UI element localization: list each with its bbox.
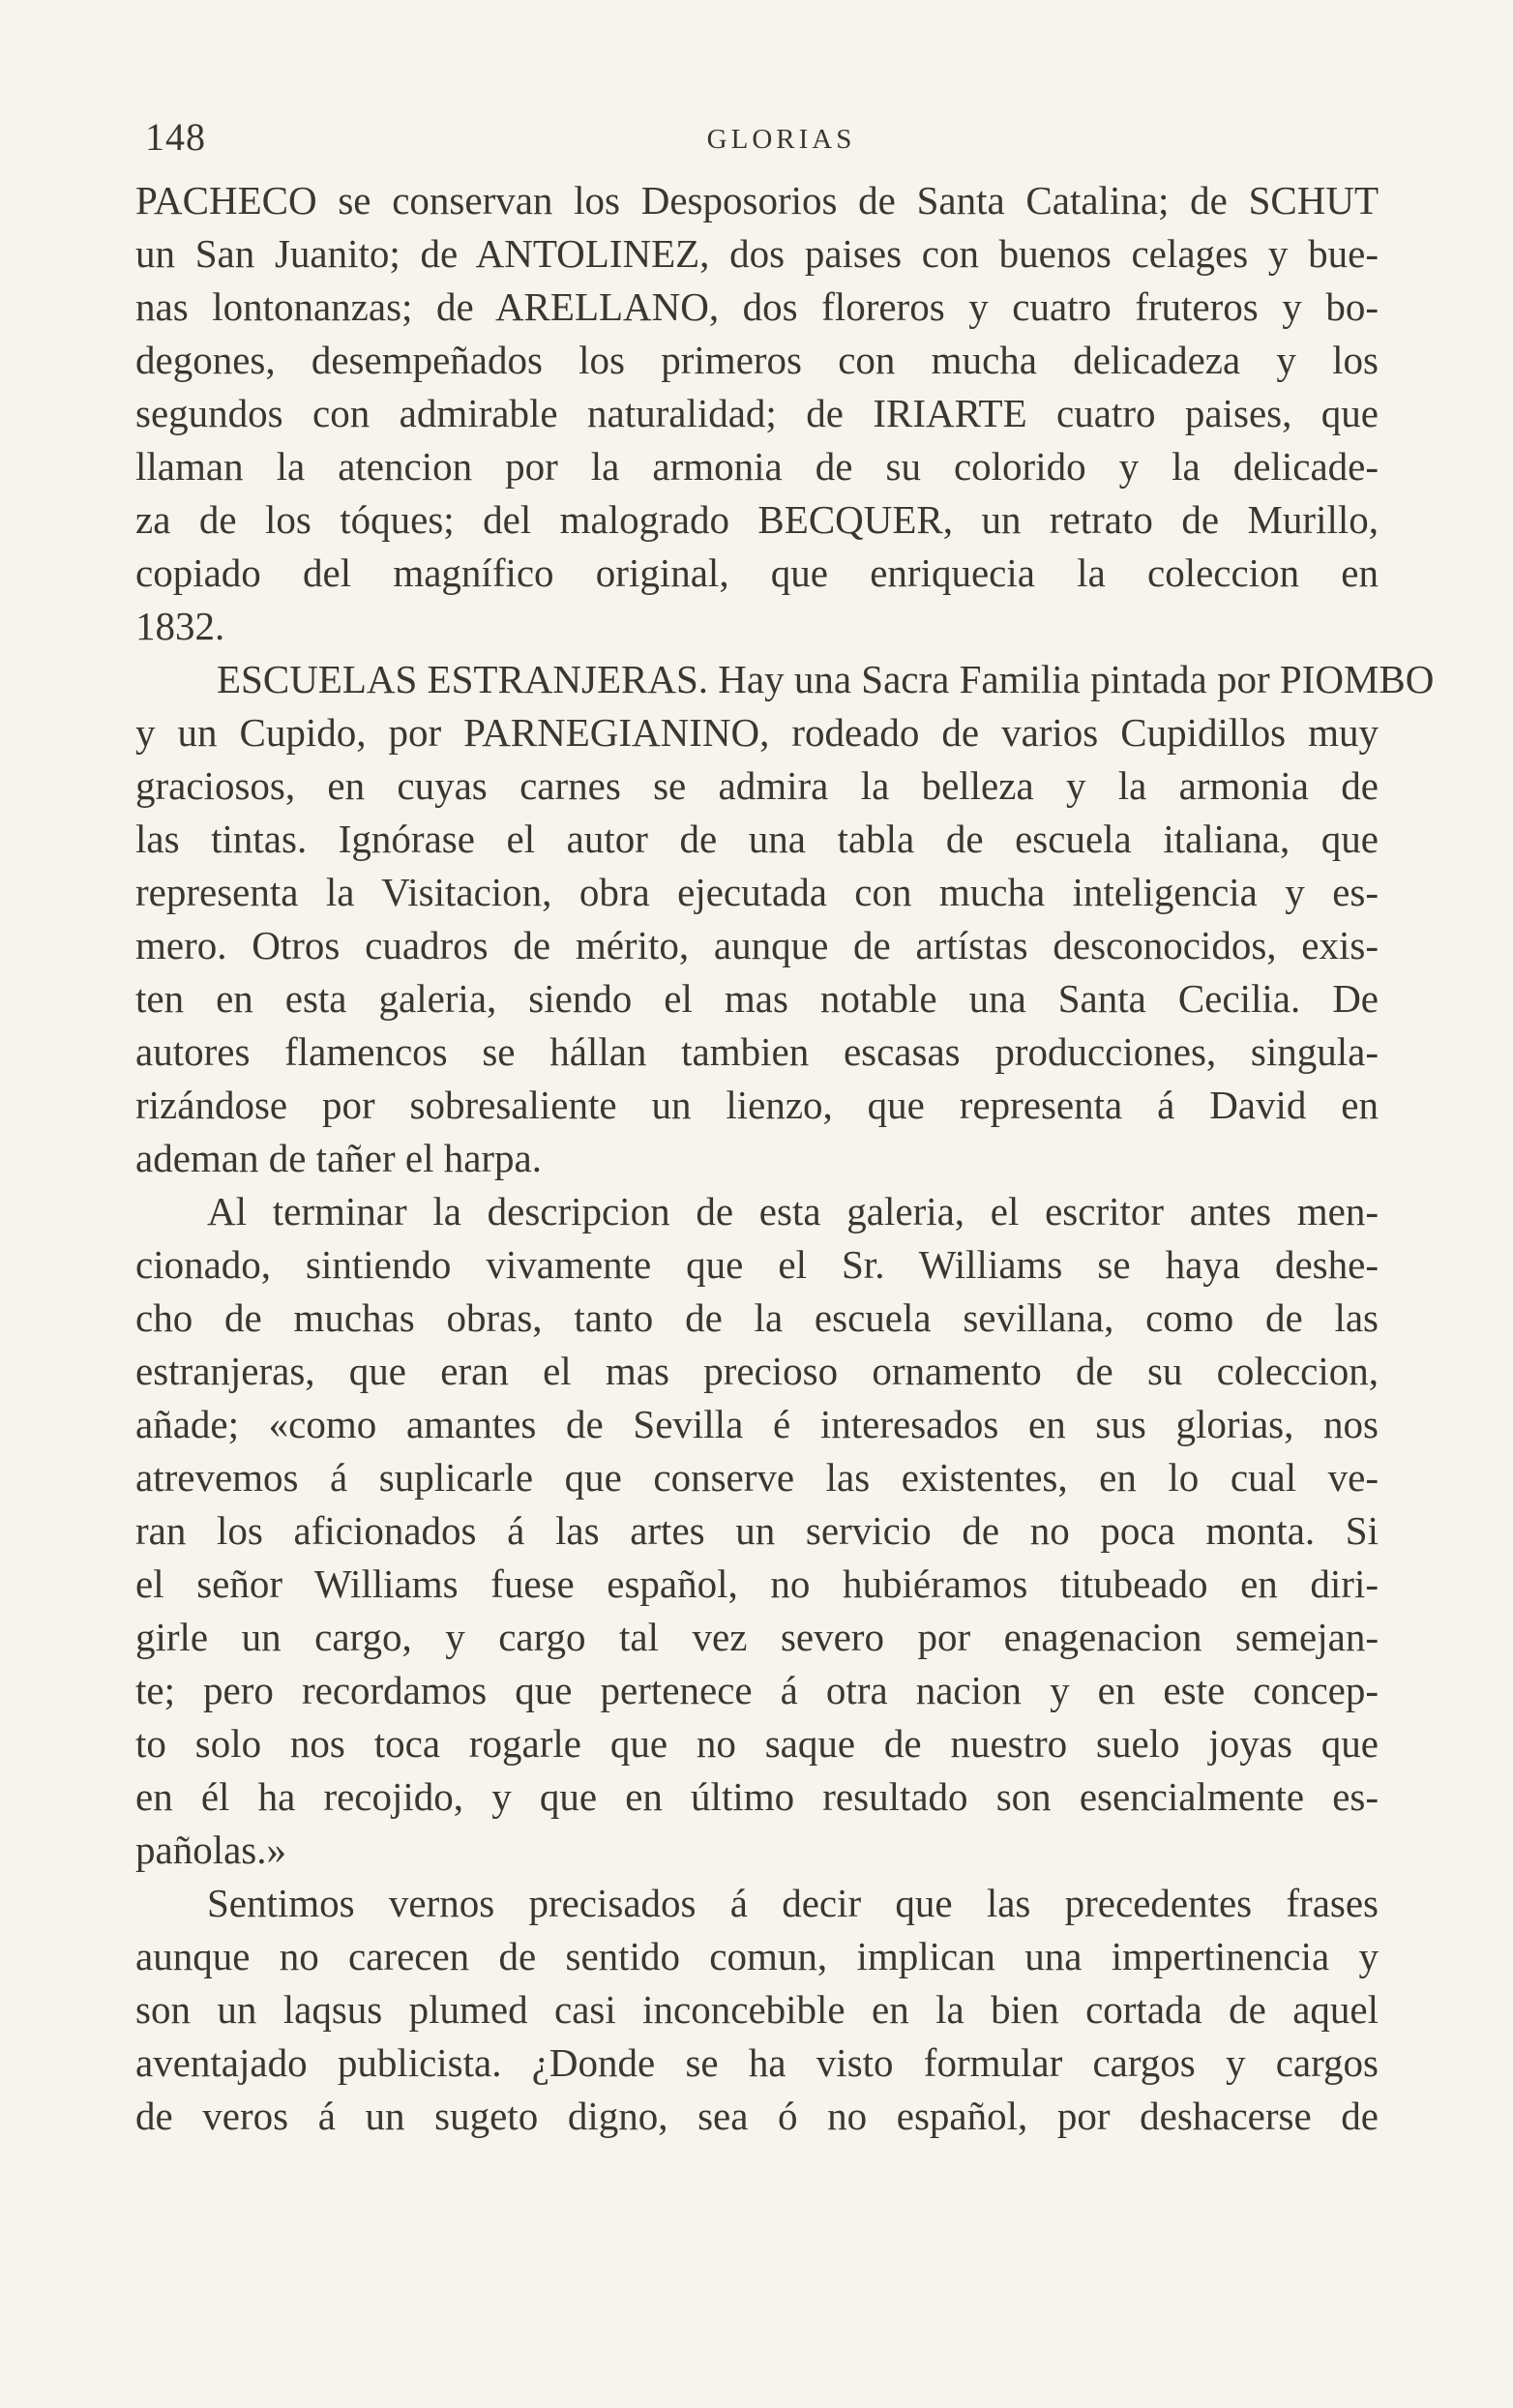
text-line: y un Cupido, por PARNEGIANINO, rodeado de varios Cupidillos muy	[135, 710, 1379, 755]
text-line: en él ha recojido, y que en último resultado son esencialmente es-	[135, 1774, 1379, 1819]
text-line: aventajado publicista. ¿Donde se ha visto formular cargos y cargos	[135, 2040, 1379, 2085]
text-line: copiado del magnífico original, que enriquecia la coleccion en	[135, 550, 1379, 595]
text-line: de veros á un sugeto digno, sea ó no español, por deshacerse de	[135, 2094, 1379, 2138]
text-line: Sentimos vernos precisados á decir que las precedentes frases	[207, 1881, 1379, 1925]
text-line: te; pero recordamos que pertenece á otra nacion y en este concep-	[135, 1668, 1379, 1712]
running-head: GLORIAS	[706, 124, 856, 155]
text-line: ran los aficionados á las artes un servicio de no poca monta. Si	[135, 1508, 1379, 1553]
text-line: ademan de tañer el harpa.	[135, 1136, 543, 1180]
text-line: segundos con admirable naturalidad; de IRIARTE cuatro paises, que	[135, 391, 1379, 435]
text-line: las tintas. Ignórase el autor de una tabla de escuela italiana, que	[135, 817, 1379, 861]
text-line: Al terminar la descripcion de esta galeria, el escritor antes men-	[207, 1189, 1379, 1234]
text-line: cionado, sintiendo vivamente que el Sr. Williams se haya deshe-	[135, 1242, 1379, 1287]
text-line: 1832.	[135, 604, 225, 648]
text-line: graciosos, en cuyas carnes se admira la belleza y la armonia de	[135, 763, 1379, 808]
text-line: rizándose por sobresaliente un lienzo, que representa á David en	[135, 1083, 1379, 1127]
text-line: autores flamencos se hállan tambien escasas producciones, singula-	[135, 1029, 1379, 1074]
page-header	[145, 114, 1379, 163]
text-line: estranjeras, que eran el mas precioso ornamento de su coleccion,	[135, 1349, 1379, 1393]
page-number: 148	[145, 115, 206, 159]
text-line: son un laqsus plumed casi inconcebible en la bien cortada de aquel	[135, 1987, 1379, 2032]
text-line: representa la Visitacion, obra ejecutada con mucha inteligencia y es-	[135, 870, 1379, 914]
text-line: cho de muchas obras, tanto de la escuela sevillana, como de las	[135, 1295, 1379, 1340]
text-line: nas lontonanzas; de ARELLANO, dos floreros y cuatro fruteros y bo-	[135, 284, 1379, 329]
text-line: el señor Williams fuese español, no hubiéramos titubeado en diri-	[135, 1561, 1379, 1606]
text-line: atrevemos á suplicarle que conserve las existentes, en lo cual ve-	[135, 1455, 1379, 1500]
text-line: za de los tóques; del malogrado BECQUER, un retrato de Murillo,	[135, 497, 1379, 542]
body-text	[135, 174, 1435, 2143]
text-line: mero. Otros cuadros de mérito, aunque de artístas desconocidos, exis-	[135, 923, 1379, 967]
text-line: PACHECO se conservan los Desposorios de Santa Catalina; de SCHUT	[135, 178, 1379, 223]
text-line: añade; «como amantes de Sevilla é interesados en sus glorias, nos	[135, 1402, 1379, 1446]
text-line: ten en esta galeria, siendo el mas notable una Santa Cecilia. De	[135, 976, 1379, 1021]
text-line: aunque no carecen de sentido comun, implican una impertinencia y	[135, 1934, 1379, 1978]
text-line: to solo nos toca rogarle que no saque de nuestro suelo joyas que	[135, 1721, 1379, 1766]
text-line: llaman la atencion por la armonia de su colorido y la delicade-	[135, 444, 1379, 489]
text-line: degones, desempeñados los primeros con mucha delicadeza y los	[135, 338, 1379, 382]
text-line: pañolas.»	[135, 1828, 286, 1872]
text-line: girle un cargo, y cargo tal vez severo por enagenacion semejan-	[135, 1615, 1379, 1659]
text-line: un San Juanito; de ANTOLINEZ, dos paises con buenos celages y bue-	[135, 231, 1379, 276]
text-line: ESCUELAS ESTRANJERAS. Hay una Sacra Familia pintada por PIOMBO	[217, 657, 1435, 701]
